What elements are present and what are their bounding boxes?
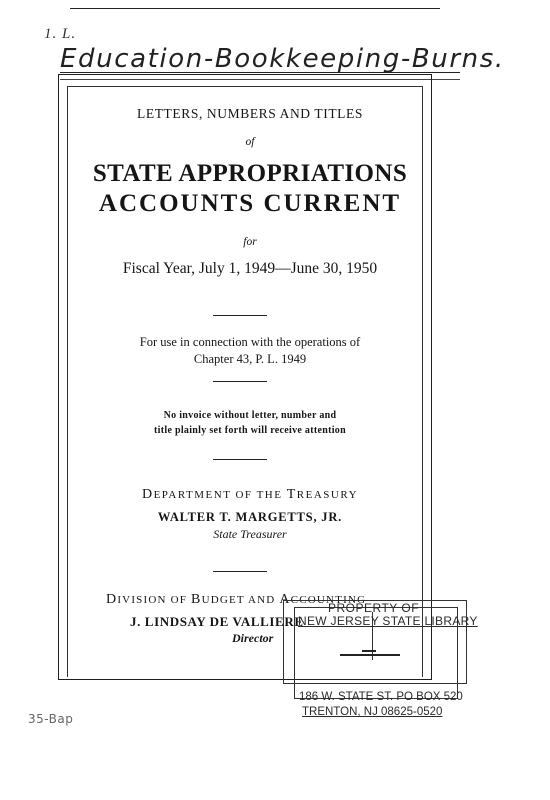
smallcaps: EPARTMENT OF THE — [153, 489, 287, 501]
smallcaps: IVISION OF — [117, 594, 192, 606]
heading: LETTERS, NUMBERS AND TITLES — [137, 106, 363, 121]
treasurer-name: WALTER T. MARGETTS, JR. — [157, 510, 343, 524]
call-number-mark: 35-Bap — [28, 712, 74, 726]
notice-text — [70, 408, 430, 438]
notice-line1: No invoice without letter, number and — [163, 410, 337, 421]
initial: D — [141, 487, 154, 502]
stamp-city-zip: TRENTON, NJ 08625-0520 — [302, 706, 443, 718]
usage-line2: Chapter 43, P. L. 1949 — [193, 352, 307, 366]
department-heading — [70, 487, 430, 503]
margin-mark: 1. L. — [44, 26, 77, 42]
of-label: of — [245, 136, 255, 148]
stamp-mark — [340, 654, 400, 656]
stamp-mark — [362, 650, 376, 652]
handwritten-subject: Education-Bookkeeping-Burns. — [60, 44, 505, 74]
main-title-line1: STATE APPROPRIATIONS — [92, 160, 408, 187]
usage-line1: For use in connection with the operations of — [139, 335, 361, 349]
divider-rule — [213, 571, 267, 572]
smallcaps: REASURY — [296, 489, 359, 501]
initial: T — [286, 487, 297, 502]
director-title: Director — [232, 631, 274, 645]
stamp-property-of: PROPERTY OF — [328, 601, 420, 615]
fiscal-year: Fiscal Year, July 1, 1949—June 30, 1950 — [122, 260, 378, 277]
smallcaps: CCOUNTING — [290, 594, 367, 606]
scan-top-line — [70, 8, 440, 9]
main-title-line2: ACCOUNTS CURRENT — [98, 190, 402, 217]
notice-line2: title plainly set forth will receive attention — [154, 425, 346, 436]
handwriting-underline — [60, 72, 460, 73]
divider-rule — [213, 381, 267, 382]
stamp-library-name: NEW JERSEY STATE LIBRARY — [298, 614, 478, 628]
divider-rule — [213, 459, 267, 460]
smallcaps: UDGET AND — [201, 594, 280, 606]
for-label: for — [243, 236, 257, 248]
director-name: J. LINDSAY DE VALLIERE — [130, 614, 304, 629]
stamp-address: 186 W. STATE ST. PO BOX 520 — [299, 691, 463, 703]
initial: A — [279, 592, 291, 607]
treasurer-title: State Treasurer — [213, 527, 287, 541]
initial: B — [191, 592, 202, 607]
initial: D — [106, 592, 118, 607]
divider-rule — [213, 315, 267, 316]
usage-text — [70, 334, 430, 368]
